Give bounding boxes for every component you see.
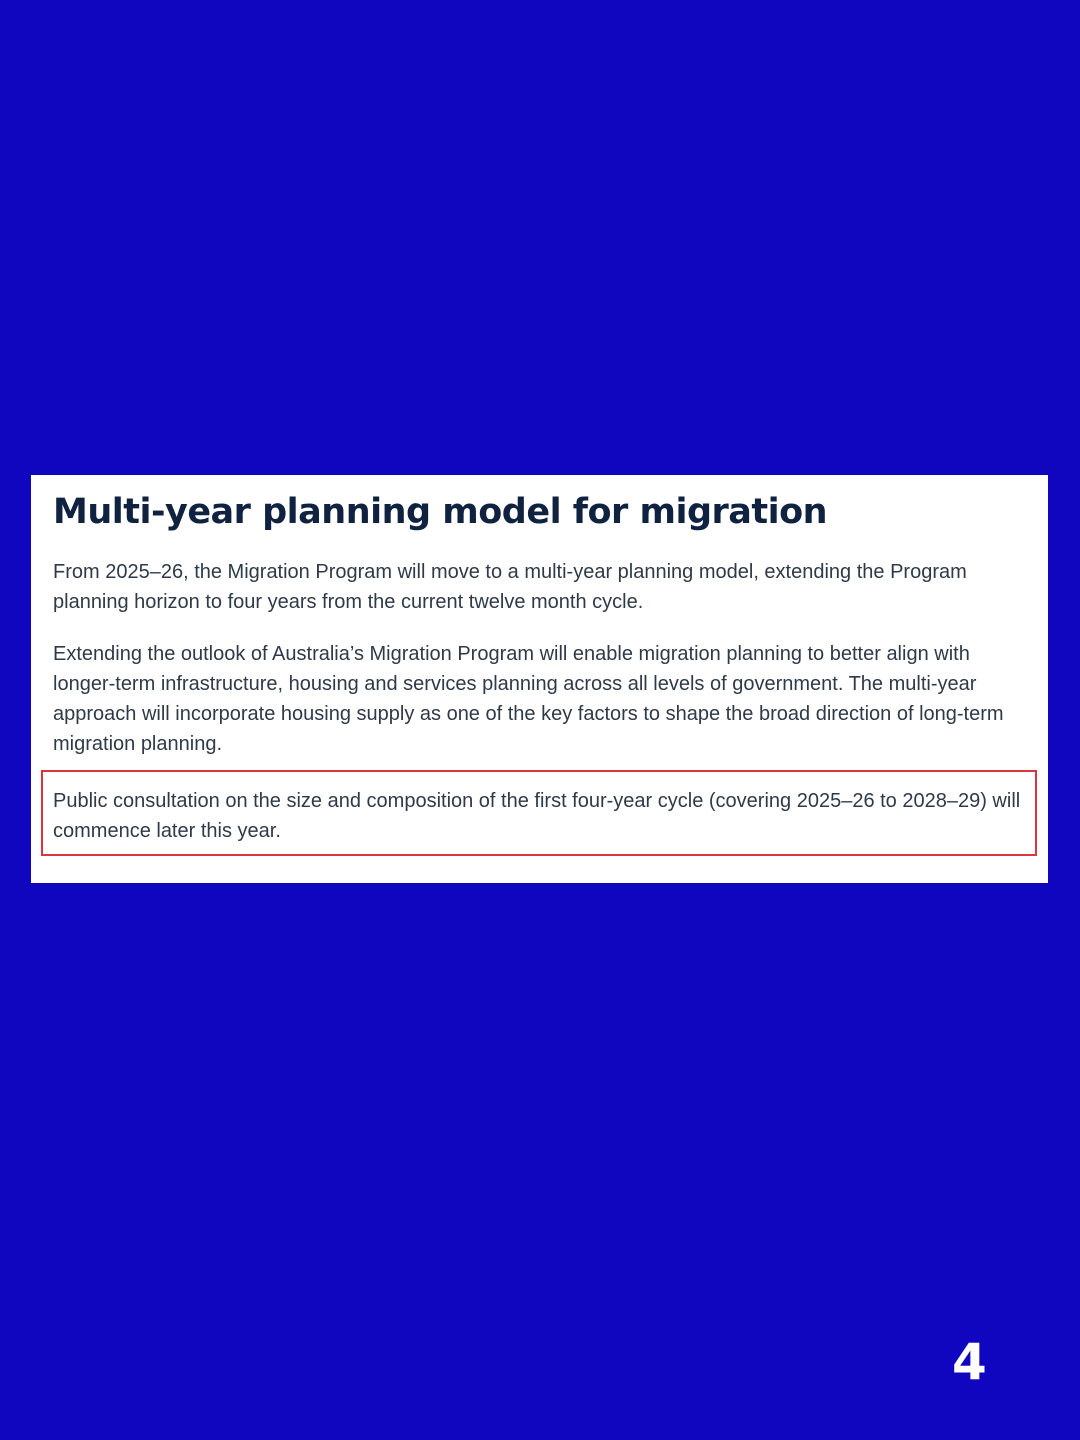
content-card (31, 475, 1048, 883)
page-number: 4 (952, 1333, 987, 1391)
paragraph-outlook: Extending the outlook of Australia’s Migration Program will enable migration planning to better align with longer-term infrastructure, housing and services planning across all levels of government. The multi-year approach will incorporate housing supply as one of the key factors to shape the broad direction of long-term migration planning. (53, 643, 1004, 755)
page-title: Multi-year planning model for migration (53, 492, 828, 532)
paragraph-consultation: Public consultation on the size and composition of the first four-year cycle (covering 2025–26 to 2028–29) will commence later this year. (53, 790, 1021, 842)
paragraph-intro: From 2025–26, the Migration Program will move to a multi-year planning model, extending the Program planning horizon to four years from the current twelve month cycle. (53, 561, 967, 613)
highlight-box (41, 770, 1037, 856)
